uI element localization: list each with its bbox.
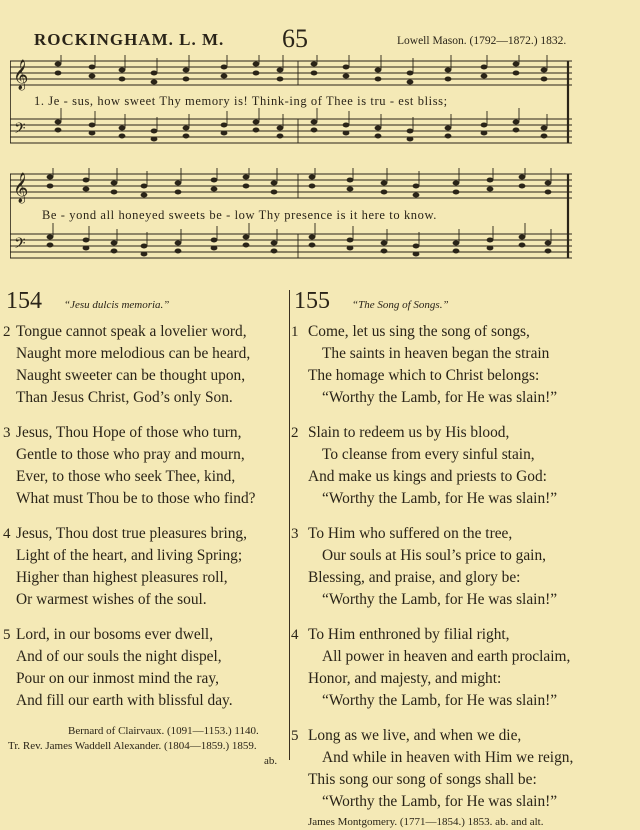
verse-line xyxy=(294,791,624,813)
hymn-154-heading xyxy=(6,288,288,315)
verse-text: And make us kings and priests to God: xyxy=(308,468,547,485)
verse-text: The homage which to Christ belongs: xyxy=(308,367,540,384)
verse-line xyxy=(294,690,624,712)
verse-text: Our souls at His soul’s price to gain, xyxy=(322,547,546,564)
verse xyxy=(3,321,288,409)
verse-line xyxy=(294,769,624,791)
hymn-number: 155 xyxy=(294,288,330,314)
verse-text: The saints in heaven began the strain xyxy=(322,345,550,362)
verse-text: And of our souls the night dispel, xyxy=(16,648,222,665)
verse-text: Come, let us sing the song of songs, xyxy=(308,323,530,340)
verse-line xyxy=(294,444,624,466)
verse-number: 5 xyxy=(3,627,11,643)
verse-line xyxy=(6,589,288,611)
verse-text: And fill our earth with blissful day. xyxy=(16,692,233,709)
page-number: 65 xyxy=(282,24,308,53)
verse-text: All power in heaven and earth proclaim, xyxy=(322,648,571,665)
verse-text: “Worthy the Lamb, for He was slain!” xyxy=(322,389,558,406)
verse-line xyxy=(294,747,624,769)
verse-line xyxy=(6,466,288,488)
verse-line xyxy=(291,523,624,545)
verse-text: Slain to redeem us by His blood, xyxy=(308,424,510,441)
hymn-source: “Jesu dulcis memoria.” xyxy=(64,299,170,311)
verse-text: And while in heaven with Him we reign, xyxy=(322,749,574,766)
verse-line xyxy=(6,365,288,387)
verse-line xyxy=(294,646,624,668)
verse-number: 3 xyxy=(291,526,299,542)
verse xyxy=(291,624,624,712)
attribution-note: ab. xyxy=(264,755,278,767)
lyrics-line-1: 1. Je - sus, how sweet Thy memory is! Think-ing of Thee is tru - est bliss; xyxy=(34,94,448,108)
verse-line xyxy=(291,422,624,444)
music-system-2 xyxy=(10,168,572,270)
verse-text: This song our song of songs shall be: xyxy=(308,771,537,788)
composer-credit: Lowell Mason. (1792—1872.) 1832. xyxy=(397,35,567,47)
column-divider xyxy=(289,290,290,760)
verse-line xyxy=(294,545,624,567)
verse-line xyxy=(294,567,624,589)
verse xyxy=(291,321,624,409)
verse xyxy=(3,523,288,611)
verse-text: To cleanse from every sinful stain, xyxy=(322,446,535,463)
verse-line xyxy=(291,725,624,747)
attribution-author: Bernard of Clairvaux. (1091—1153.) 1140. xyxy=(68,725,259,737)
verse-line xyxy=(3,321,288,343)
verse-line xyxy=(291,321,624,343)
verse-line xyxy=(294,589,624,611)
hymn-155 xyxy=(291,288,624,830)
verse-text: “Worthy the Lamb, for He was slain!” xyxy=(322,692,558,709)
verse xyxy=(291,422,624,510)
verse-text: Higher than highest pleasures roll, xyxy=(16,569,228,586)
verse-text: Or warmest wishes of the soul. xyxy=(16,591,207,608)
verse-text: Gentle to those who pray and mourn, xyxy=(16,446,245,463)
verse-text: Jesus, Thou dost true pleasures bring, xyxy=(16,525,247,542)
verse-line xyxy=(294,466,624,488)
svg-text:𝄞: 𝄞 xyxy=(13,173,29,203)
verse-number: 5 xyxy=(291,728,299,744)
verse-number: 3 xyxy=(3,425,11,441)
verse-text: Honor, and majesty, and might: xyxy=(308,670,502,687)
attribution-author: James Montgomery. (1771—1854.) 1853. ab. and alt. xyxy=(308,816,544,828)
hymn-155-verses xyxy=(291,321,624,813)
verse-number: 4 xyxy=(291,627,299,643)
svg-text:𝄞: 𝄞 xyxy=(13,60,29,90)
verse-line xyxy=(6,343,288,365)
hymn-155-heading xyxy=(294,288,624,315)
verse-line xyxy=(294,365,624,387)
verse xyxy=(3,422,288,510)
lyrics-line-2: Be - yond all honeyed sweets be - low Thy presence is it here to know. xyxy=(42,208,438,222)
verse-line xyxy=(291,624,624,646)
verse-line xyxy=(6,488,288,510)
verse-text: Pour on our inmost mind the ray, xyxy=(16,670,219,687)
verse-text: “Worthy the Lamb, for He was slain!” xyxy=(322,490,558,507)
verse-line xyxy=(6,444,288,466)
verse xyxy=(291,523,624,611)
svg-text:𝄢: 𝄢 xyxy=(14,120,26,141)
verse-number: 4 xyxy=(3,526,11,542)
hymn-source: “The Song of Songs.” xyxy=(352,299,449,311)
verse-number: 2 xyxy=(3,324,11,340)
verse-number: 2 xyxy=(291,425,299,441)
verse-text: Tongue cannot speak a lovelier word, xyxy=(16,323,247,340)
verse-line xyxy=(6,690,288,712)
svg-text:𝄢: 𝄢 xyxy=(14,235,26,256)
verse-line xyxy=(6,646,288,668)
hymn-154-verses xyxy=(3,321,288,712)
verse-text: Ever, to those who seek Thee, kind, xyxy=(16,468,236,485)
verse-number: 1 xyxy=(291,324,299,340)
verse-text: “Worthy the Lamb, for He was slain!” xyxy=(322,591,558,608)
verse-text: Long as we live, and when we die, xyxy=(308,727,522,744)
verse xyxy=(291,725,624,813)
music-system-1 xyxy=(10,55,572,155)
verse-text: “Worthy the Lamb, for He was slain!” xyxy=(322,793,558,810)
verse-text: Naught more melodious can be heard, xyxy=(16,345,251,362)
verse xyxy=(3,624,288,712)
verse-text: Naught sweeter can be thought upon, xyxy=(16,367,246,384)
verse-text: What must Thou be to those who find? xyxy=(16,490,256,507)
verse-line xyxy=(6,567,288,589)
verse-text: Lord, in our bosoms ever dwell, xyxy=(16,626,214,643)
verse-line xyxy=(294,387,624,409)
verse-text: Jesus, Thou Hope of those who turn, xyxy=(16,424,242,441)
tune-name: ROCKINGHAM. L. M. xyxy=(34,30,225,49)
verse-line xyxy=(3,523,288,545)
attribution-translator: Tr. Rev. James Waddell Alexander. (1804—1859.) 1859. xyxy=(8,740,257,752)
verse-text: Blessing, and praise, and glory be: xyxy=(308,569,521,586)
verse-line xyxy=(294,668,624,690)
verse-line xyxy=(294,343,624,365)
verse-text: Than Jesus Christ, God’s only Son. xyxy=(16,389,233,406)
verse-text: To Him enthroned by filial right, xyxy=(308,626,510,643)
verse-line xyxy=(6,668,288,690)
verse-line xyxy=(3,624,288,646)
hymn-number: 154 xyxy=(6,288,42,314)
verse-line xyxy=(6,387,288,409)
verse-line xyxy=(3,422,288,444)
verse-text: To Him who suffered on the tree, xyxy=(308,525,513,542)
hymn-154 xyxy=(3,288,288,769)
verse-line xyxy=(294,488,624,510)
verse-line xyxy=(6,545,288,567)
verse-text: Light of the heart, and living Spring; xyxy=(16,547,243,564)
